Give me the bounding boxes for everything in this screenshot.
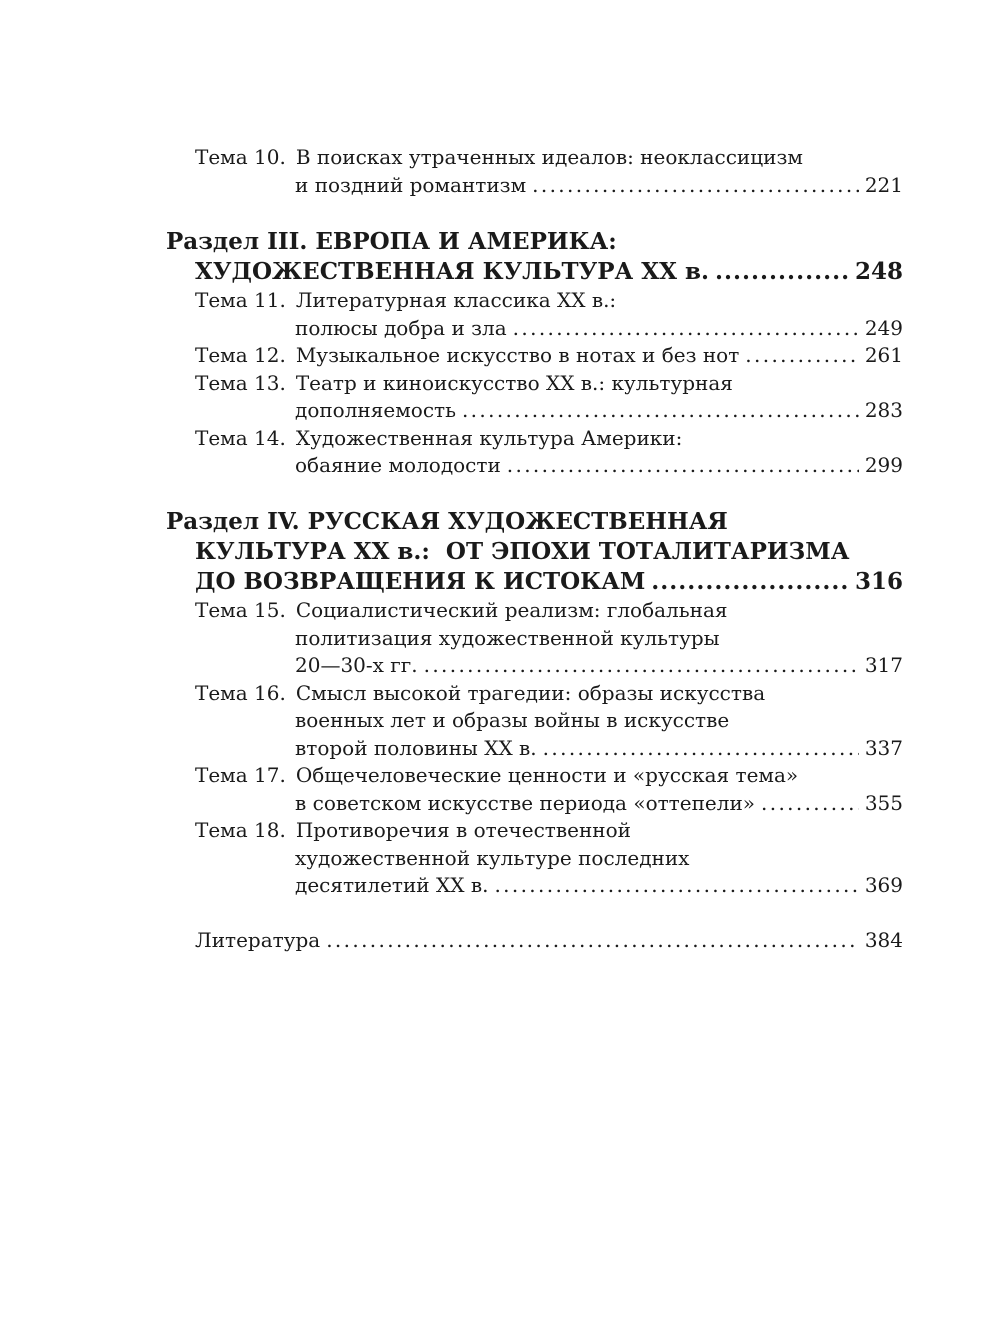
topic-number: Тема 18. [195,818,286,842]
topic-title-line: и поздний романтизм [295,172,527,197]
dot-leader [462,397,859,425]
page-number: 337 [864,735,903,760]
page-number: 221 [864,172,903,197]
dot-leader [532,172,859,200]
topic-title-line: Музыкальное искусство в нотах и без нот [295,343,740,367]
topic-number: Тема 11. [195,288,286,312]
dot-leader [651,567,849,597]
toc-entry-topic-18[interactable] [195,817,903,900]
topic-number: Тема 12. [195,343,286,367]
page-number: 299 [864,453,903,477]
literature-label: Литература [195,928,321,952]
toc-entry-topic-13[interactable] [195,370,903,425]
page-number: 283 [864,398,903,422]
section-title-line: Раздел III. ЕВРОПА И АМЕРИКА: [166,228,617,255]
page-number: 369 [864,873,903,897]
topic-title-line: Литературная классика XX в.: [295,288,617,312]
topic-title-line: обаяние молодости [295,453,501,477]
toc-entry-topic-11[interactable] [195,287,903,342]
topic-title-line: В поисках утраченных идеалов: неоклассицизм [295,145,803,169]
dot-leader [494,872,858,900]
page-number: 384 [864,928,903,952]
topic-title-line: художественной культуре последних [295,845,690,870]
topic-number: Тема 14. [195,425,286,450]
topic-title-line: второй половины XX в. [295,735,537,760]
topic-title-line: Противоречия в отечественной [295,818,631,842]
toc-entry-topic-12[interactable] [195,342,903,370]
dot-leader [326,927,859,955]
page-number: 316 [854,568,903,595]
toc-entry-topic-14[interactable] [195,425,903,480]
page-number: 355 [864,790,903,815]
topic-title-line: полюсы добра и зла [295,315,507,340]
topic-title-line: Смысл высокой трагедии: образы искусства [295,680,766,705]
toc-entry-topic-10[interactable] [195,144,903,199]
topic-title-line: дополняемость [295,398,456,422]
topic-number: Тема 10. [195,145,286,169]
page-number: 317 [864,653,903,677]
topic-title-line: Социалистический реализм: глобальная [295,598,728,622]
topic-title-line: 20—30-х гг. [295,653,418,677]
topic-title-line: военных лет и образы войны в искусстве [295,708,730,732]
section-title-line: ДО ВОЗВРАЩЕНИЯ К ИСТОКАМ [195,568,646,595]
toc-entry-topic-15[interactable] [195,597,903,680]
topic-title-line: Художественная культура Америки: [295,425,683,450]
topic-title-line: десятилетий XX в. [295,873,489,897]
dot-leader [507,452,859,480]
dot-leader [513,315,859,343]
dot-leader [543,735,859,763]
toc-entry-topic-16[interactable] [195,680,903,763]
page-number: 248 [854,258,903,285]
topic-title-line: Театр и киноискусство XX в.: культурная [295,370,733,395]
topic-title-line: в советском искусстве периода «оттепели» [295,790,756,815]
dot-leader [761,790,859,818]
section-title-line: ХУДОЖЕСТВЕННАЯ КУЛЬТУРА XX в. [195,258,709,285]
toc-entry-literature[interactable] [195,927,903,955]
section-title-line: Раздел IV. РУССКАЯ ХУДОЖЕСТВЕННАЯ [166,508,728,535]
toc-entry-topic-17[interactable] [195,762,903,817]
topic-title-line: политизация художественной культуры [295,625,720,650]
toc-section-4[interactable] [166,507,903,597]
page-number: 261 [864,343,903,367]
dot-leader [424,652,859,680]
topic-number: Тема 16. [195,680,286,705]
topic-number: Тема 13. [195,370,286,395]
page-number: 249 [864,315,903,340]
topic-number: Тема 17. [195,763,286,787]
section-title-line: КУЛЬТУРА XX в.: ОТ ЭПОХИ ТОТАЛИТАРИЗМА [195,538,850,565]
toc-section-3[interactable] [166,227,903,287]
dot-leader [745,342,859,370]
topic-number: Тема 15. [195,598,286,622]
topic-title-line: Общечеловеческие ценности и «русская тема» [295,763,799,787]
dot-leader [715,257,849,287]
